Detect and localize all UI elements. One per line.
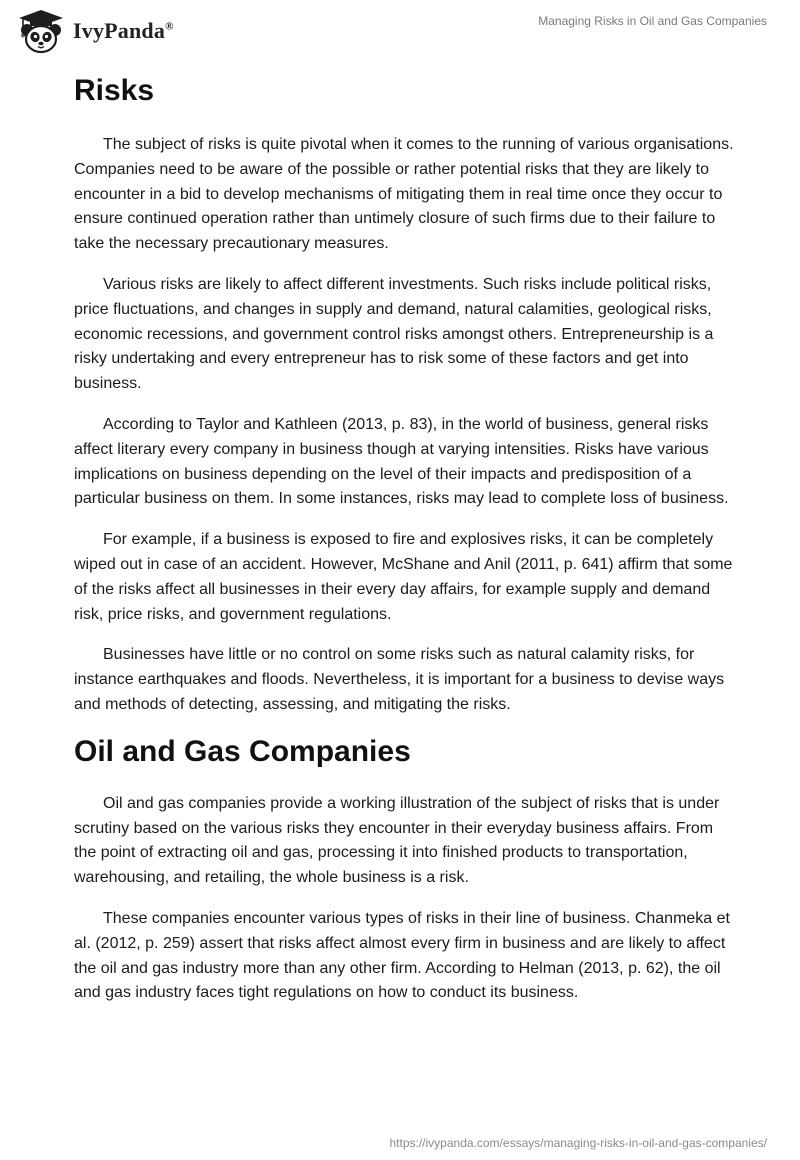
paragraph: Businesses have little or no control on some risks such as natural calamity risks, for instance earthquakes and floods. Nevertheless, it is important for a business to devise ways and methods of detecting, assessing, and mitigating the risks. <box>74 646 725 713</box>
section-heading-risks: Risks <box>74 74 155 107</box>
page-header <box>0 0 800 62</box>
paragraph: According to Taylor and Kathleen (2013, p. 83), in the world of business, general risks affect literary every company in business though at varying intensities. Risks have various implications on business depending on the level of their impacts and predisposition of a particular business on them. In some instances, risks may lead to complete loss of business. <box>74 415 729 508</box>
section-heading-oil-and-gas: Oil and Gas Companies <box>74 734 411 768</box>
document-running-title: Managing Risks in Oil and Gas Companies <box>538 14 767 28</box>
article-body <box>74 70 734 1022</box>
panda-mascot-icon <box>15 8 67 54</box>
ivypanda-logo[interactable] <box>15 8 174 54</box>
brand-name: IvyPanda® <box>73 18 174 43</box>
paragraph: These companies encounter various types of risks in their line of business. Chanmeka et al. (2012, p. 259) assert that risks affect almost every firm in business and are likely to affect the oil and gas industry more than any other firm. According to Helman (2013, p. 62), the oil and gas industry faces tight regulations on how to conduct its business. <box>74 909 730 1002</box>
paragraph: For example, if a business is exposed to fire and explosives risks, it can be completely wiped out in case of an accident. However, McShane and Anil (2011, p. 641) affirm that some of the risks affect all businesses in their every day affairs, for example supply and demand risk, price risks, and government regulations. <box>74 531 733 623</box>
paragraph: Oil and gas companies provide a working illustration of the subject of risks that is under scrutiny based on the various risks they encounter in their everyday business affairs. From the point of extracting oil and gas, processing it into finished products to transportation, warehousing, and retailing, the whole business is a risk. <box>74 794 720 887</box>
paragraph: Various risks are likely to affect different investments. Such risks include political risks, price fluctuations, and changes in supply and demand, natural calamities, geological risks, economic recessions, and government control risks amongst others. Entrepreneurship is a risky undertaking and every entrepreneur has to risk some of these factors and get into business. <box>74 275 714 393</box>
source-url[interactable]: https://ivypanda.com/essays/managing-risks-in-oil-and-gas-companies/ <box>389 1136 767 1150</box>
paragraph: The subject of risks is quite pivotal when it comes to the running of various organisations. Companies need to be aware of the possible or rather potential risks that they are likely to encounter in a bid to develop mechanisms of mitigating them in real time once they occur to ensure continued operation rather than untimely closure of such firms due to their failure to take the necessary precautionary measures. <box>74 136 734 253</box>
